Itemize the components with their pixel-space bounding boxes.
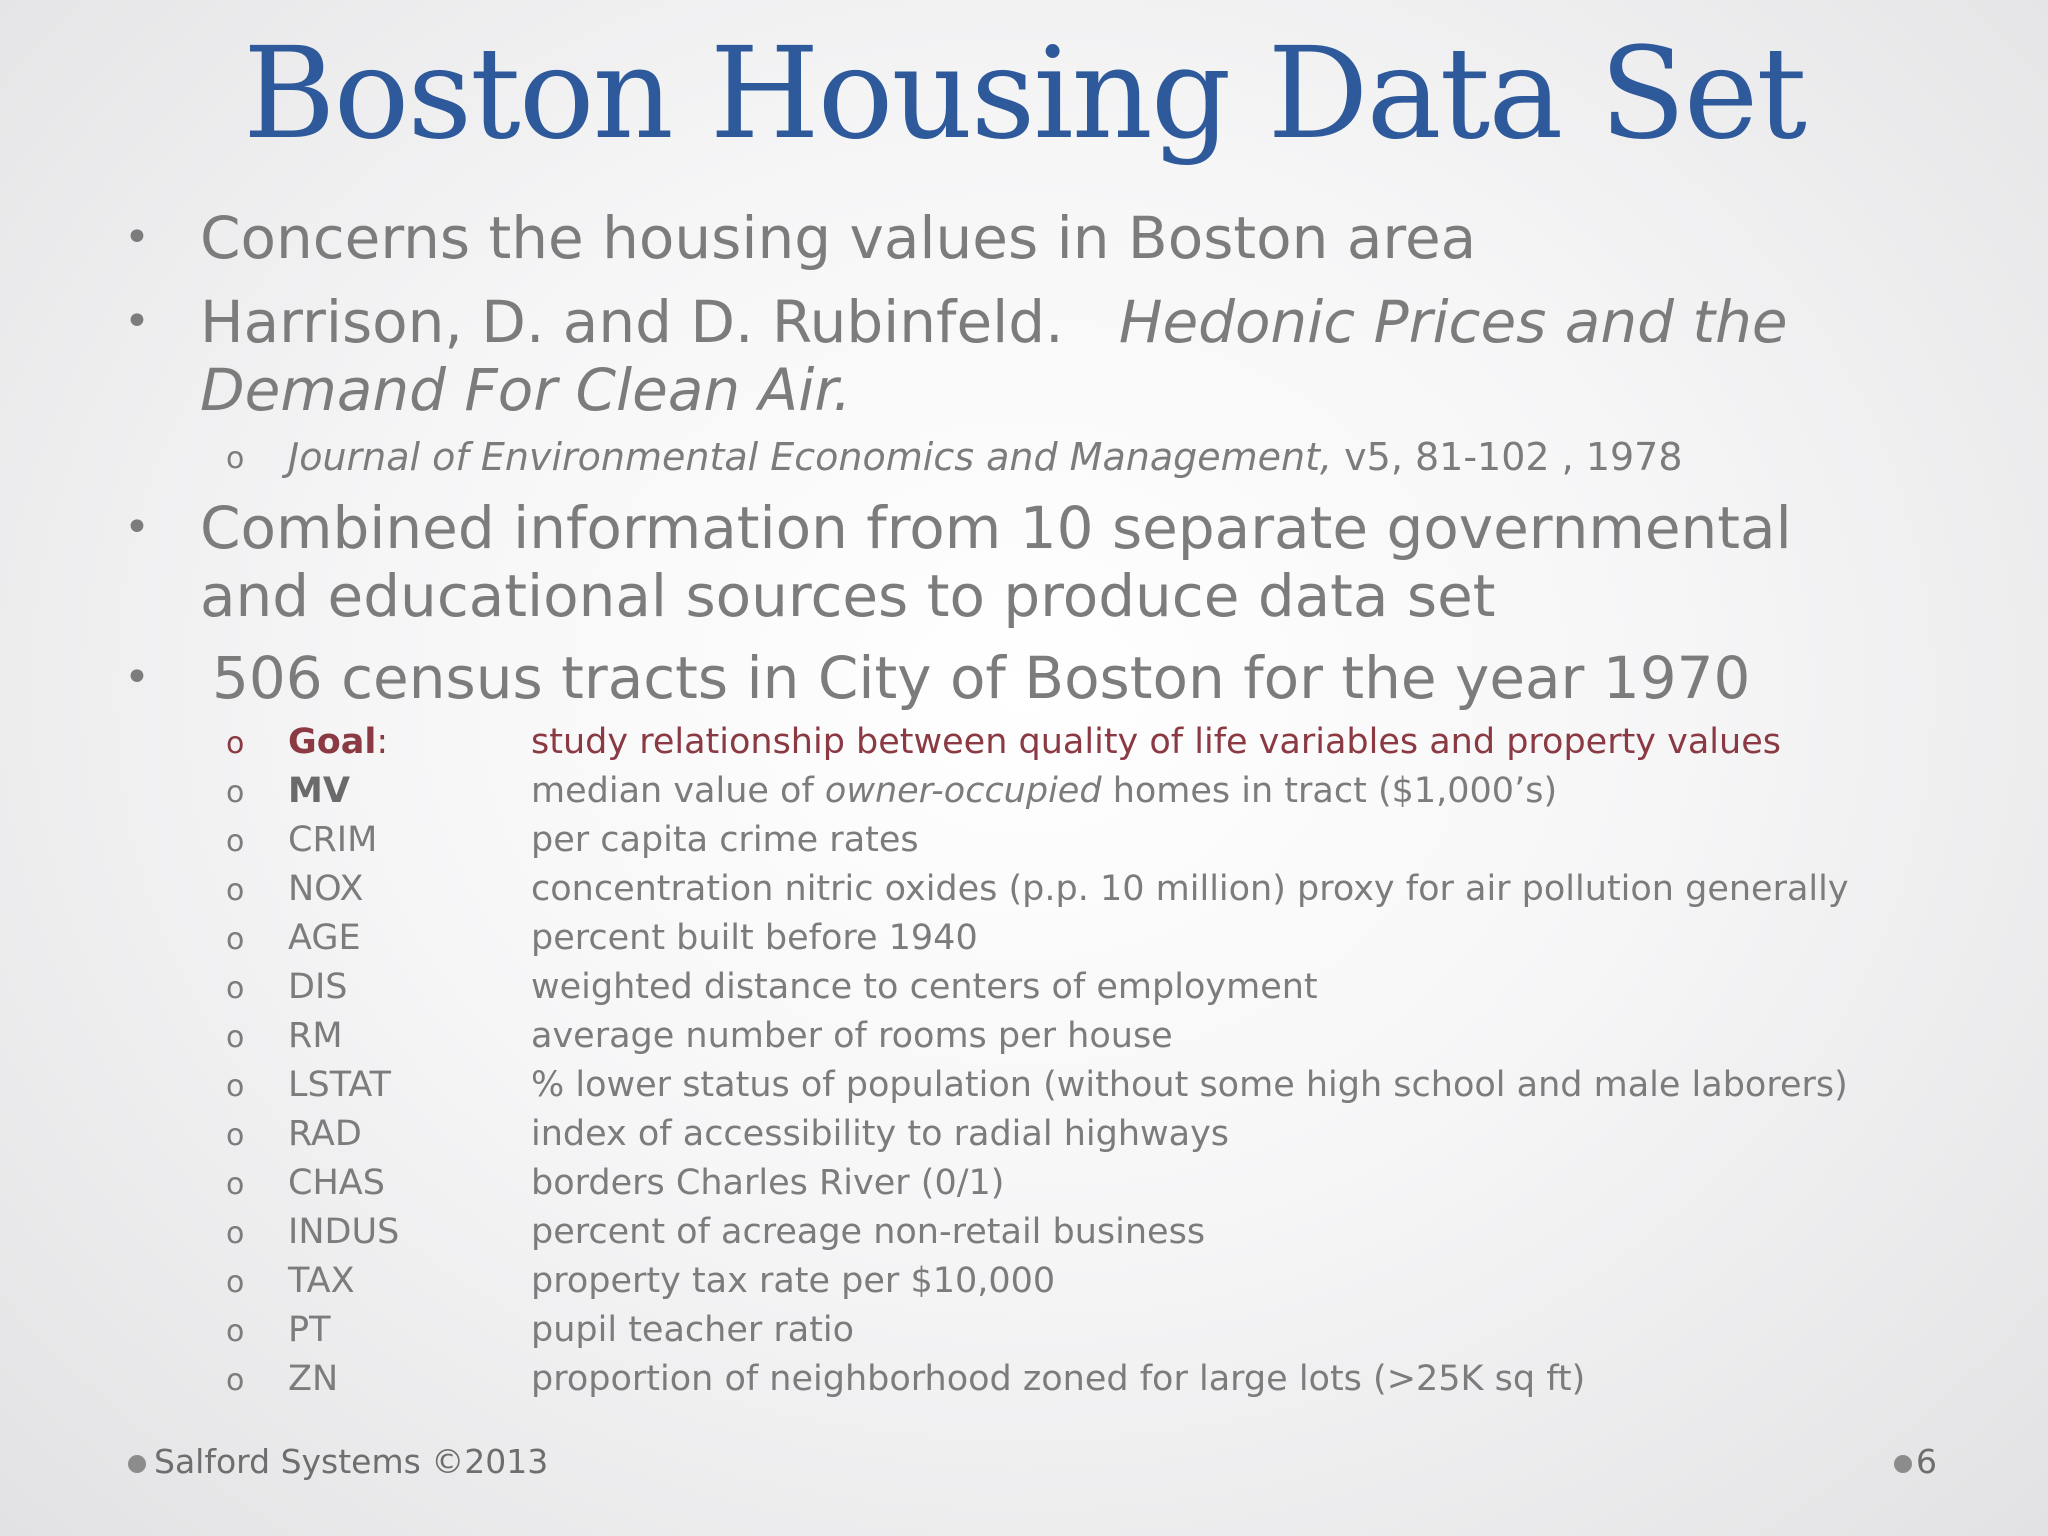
variable-description: per capita crime rates (531, 820, 919, 860)
variable-description: proportion of neighborhood zoned for large lots (>25K sq ft) (531, 1359, 1586, 1399)
page-number-text: 6 (1916, 1442, 1937, 1481)
sub-bullet-icon: o (226, 1118, 245, 1153)
variable-code: MV (288, 771, 350, 811)
variable-description: percent of acreage non-retail business (531, 1212, 1206, 1252)
variable-description-part1: median value of (531, 771, 825, 811)
variable-code: PT (288, 1310, 331, 1350)
variable-code: NOX (288, 869, 364, 909)
bullet-text-line1: Combined information from 10 separate governmental (200, 494, 1792, 562)
goal-colon: : (376, 722, 389, 762)
sub-bullet-icon: o (226, 1363, 245, 1398)
variable-description: borders Charles River (0/1) (531, 1163, 1005, 1203)
sub-bullet-icon: o (226, 1216, 245, 1251)
sub-bullet-icon: o (226, 441, 245, 476)
variable-code: Goal (288, 722, 377, 762)
footer-dot-icon (128, 1455, 146, 1473)
bullet-icon: • (124, 502, 150, 553)
variable-description: weighted distance to centers of employment (531, 967, 1318, 1007)
variable-code: ZN (288, 1359, 339, 1399)
variable-code: CRIM (288, 820, 378, 860)
footer-page-number (1894, 1440, 1937, 1484)
variable-description-italic: owner-occupied (824, 771, 1102, 811)
bullet-text: 506 census tracts in City of Boston for the year 1970 (212, 644, 1751, 712)
variable-code: CHAS (288, 1163, 385, 1203)
sub-bullet-icon: o (226, 1265, 245, 1300)
variable-description: average number of rooms per house (531, 1016, 1173, 1056)
citation-title-part1: Hedonic Prices and the (1118, 288, 1788, 356)
variable-code: DIS (288, 967, 348, 1007)
sub-bullet-icon: o (226, 1020, 245, 1055)
sub-bullet-icon: o (226, 726, 245, 761)
bullet-text-line2: and educational sources to produce data set (200, 562, 1496, 630)
footer-copyright-text: Salford Systems ©2013 (154, 1442, 549, 1481)
variable-description: study relationship between quality of life variables and property values (531, 722, 1781, 762)
footer-copyright (128, 1440, 548, 1484)
sub-bullet-icon: o (226, 873, 245, 908)
variable-description-part2: homes in tract ($1,000’s) (1101, 771, 1558, 811)
sub-bullet-icon: o (226, 1069, 245, 1104)
variable-description: percent built before 1940 (531, 918, 978, 958)
variable-code: AGE (288, 918, 361, 958)
variable-code: INDUS (288, 1212, 400, 1252)
journal-volume: v5, 81-102 , 1978 (1344, 435, 1683, 479)
variable-code: LSTAT (288, 1065, 391, 1105)
bullet-text: Concerns the housing values in Boston area (200, 204, 1477, 272)
variable-code: RM (288, 1016, 343, 1056)
variable-code: RAD (288, 1114, 362, 1154)
variable-description: property tax rate per $10,000 (531, 1261, 1056, 1301)
citation-title-part2: Demand For Clean Air. (200, 356, 852, 424)
variable-description: % lower status of population (without some high school and male laborers) (531, 1065, 1848, 1105)
sub-bullet-icon: o (226, 1167, 245, 1202)
journal-name: Journal of Environmental Economics and Management, (288, 435, 1333, 479)
variable-code: TAX (288, 1261, 355, 1301)
sub-bullet-icon: o (226, 824, 245, 859)
bullet-icon: • (124, 296, 150, 347)
variable-description: index of accessibility to radial highways (531, 1114, 1230, 1154)
sub-bullet-icon: o (226, 1314, 245, 1349)
citation-authors: Harrison, D. and D. Rubinfeld. (200, 288, 1064, 356)
bullet-icon: • (124, 652, 150, 703)
sub-bullet-icon: o (226, 775, 245, 810)
footer-dot-icon (1894, 1455, 1912, 1473)
bullet-icon: • (124, 212, 150, 263)
variable-description: pupil teacher ratio (531, 1310, 855, 1350)
sub-bullet-icon: o (226, 971, 245, 1006)
slide-title: Boston Housing Data Set (243, 20, 1805, 167)
variable-description: concentration nitric oxides (p.p. 10 million) proxy for air pollution generally (531, 869, 1849, 909)
sub-bullet-icon: o (226, 922, 245, 957)
